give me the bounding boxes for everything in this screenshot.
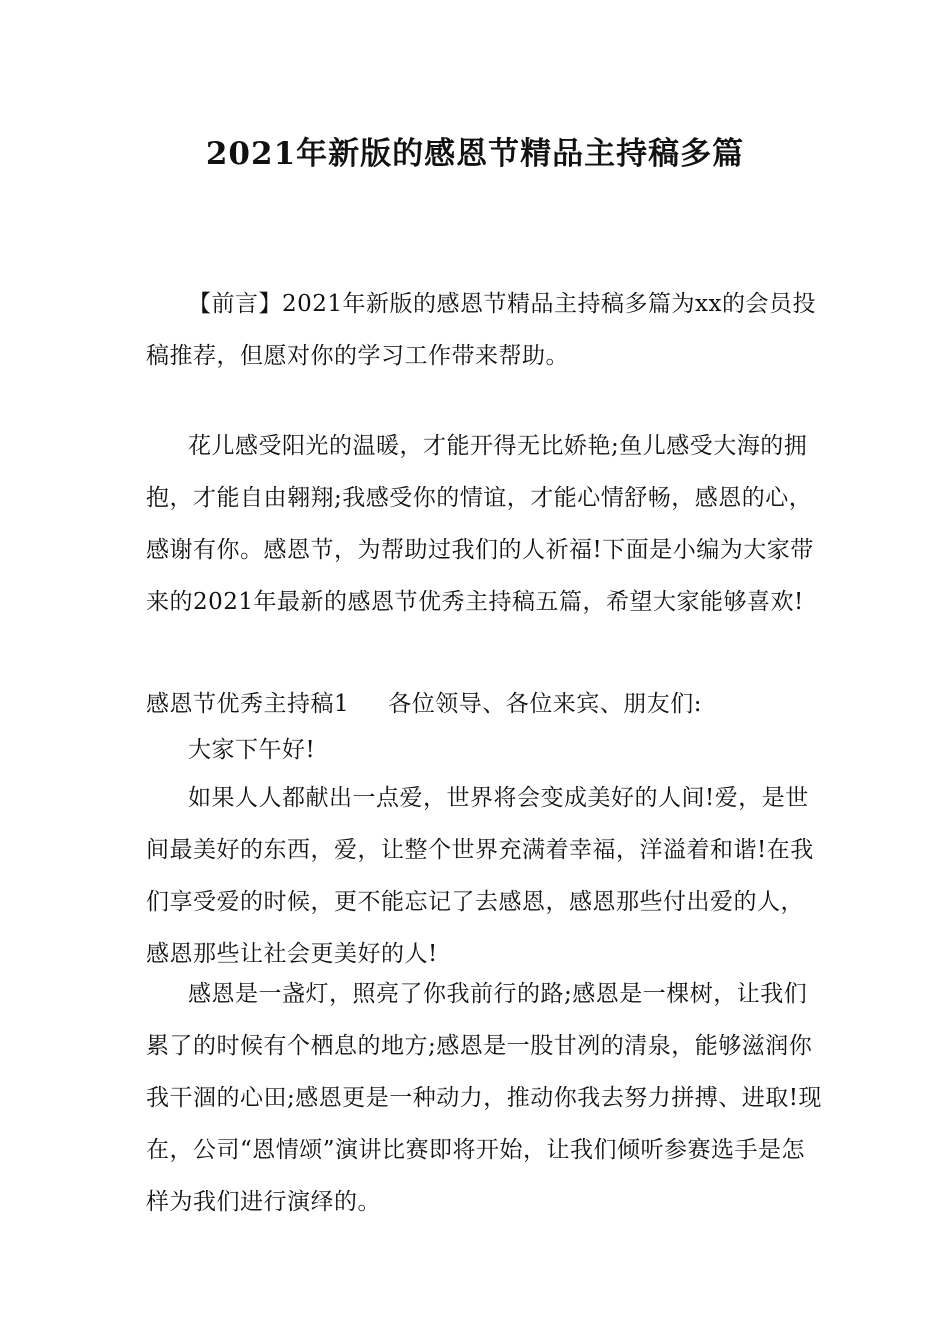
love-paragraph: 如果人人都献出一点爱，世界将会变成美好的人间!爱，是世间最美好的东西，爱，让整个世界充满着幸福，洋溢着和谐!在我们享受爱的时候，更不能忘记了去感恩，感恩那些付出爱的人，感恩那些让社会更美好的人! [146,785,814,967]
preface-paragraph: 【前言】2021年新版的感恩节精品主持稿多篇为xx的会员投稿推荐，但愿对你的学习工作带来帮助。 [146,291,816,369]
document-title: 2021年新版的感恩节精品主持稿多篇 [205,136,745,172]
thanks-paragraph: 感恩是一盏灯，照亮了你我前行的路;感恩是一棵树，让我们累了的时候有个栖息的地方;感恩是一股甘冽的清泉，能够滋润你我干涸的心田;感恩更是一种动力，推动你我去努力拼搏、进取!现在，公司“恩情颂”演讲比赛即将开始，让我们倾听参赛选手是怎样为我们进行演绎的。 [146,981,822,1215]
section-heading: 感恩节优秀主持稿1 各位领导、各位来宾、朋友们: [146,691,702,717]
greeting-line: 大家下午好! [188,737,316,763]
intro-paragraph: 花儿感受阳光的温暖，才能开得无比娇艳;鱼儿感受大海的拥抱，才能自由翱翔;我感受你的情谊，才能心情舒畅，感恩的心，感谢有你。感恩节，为帮助过我们的人祈福!下面是小编为大家带来的2021年最新的感恩节优秀主持稿五篇，希望大家能够喜欢! [146,433,814,615]
